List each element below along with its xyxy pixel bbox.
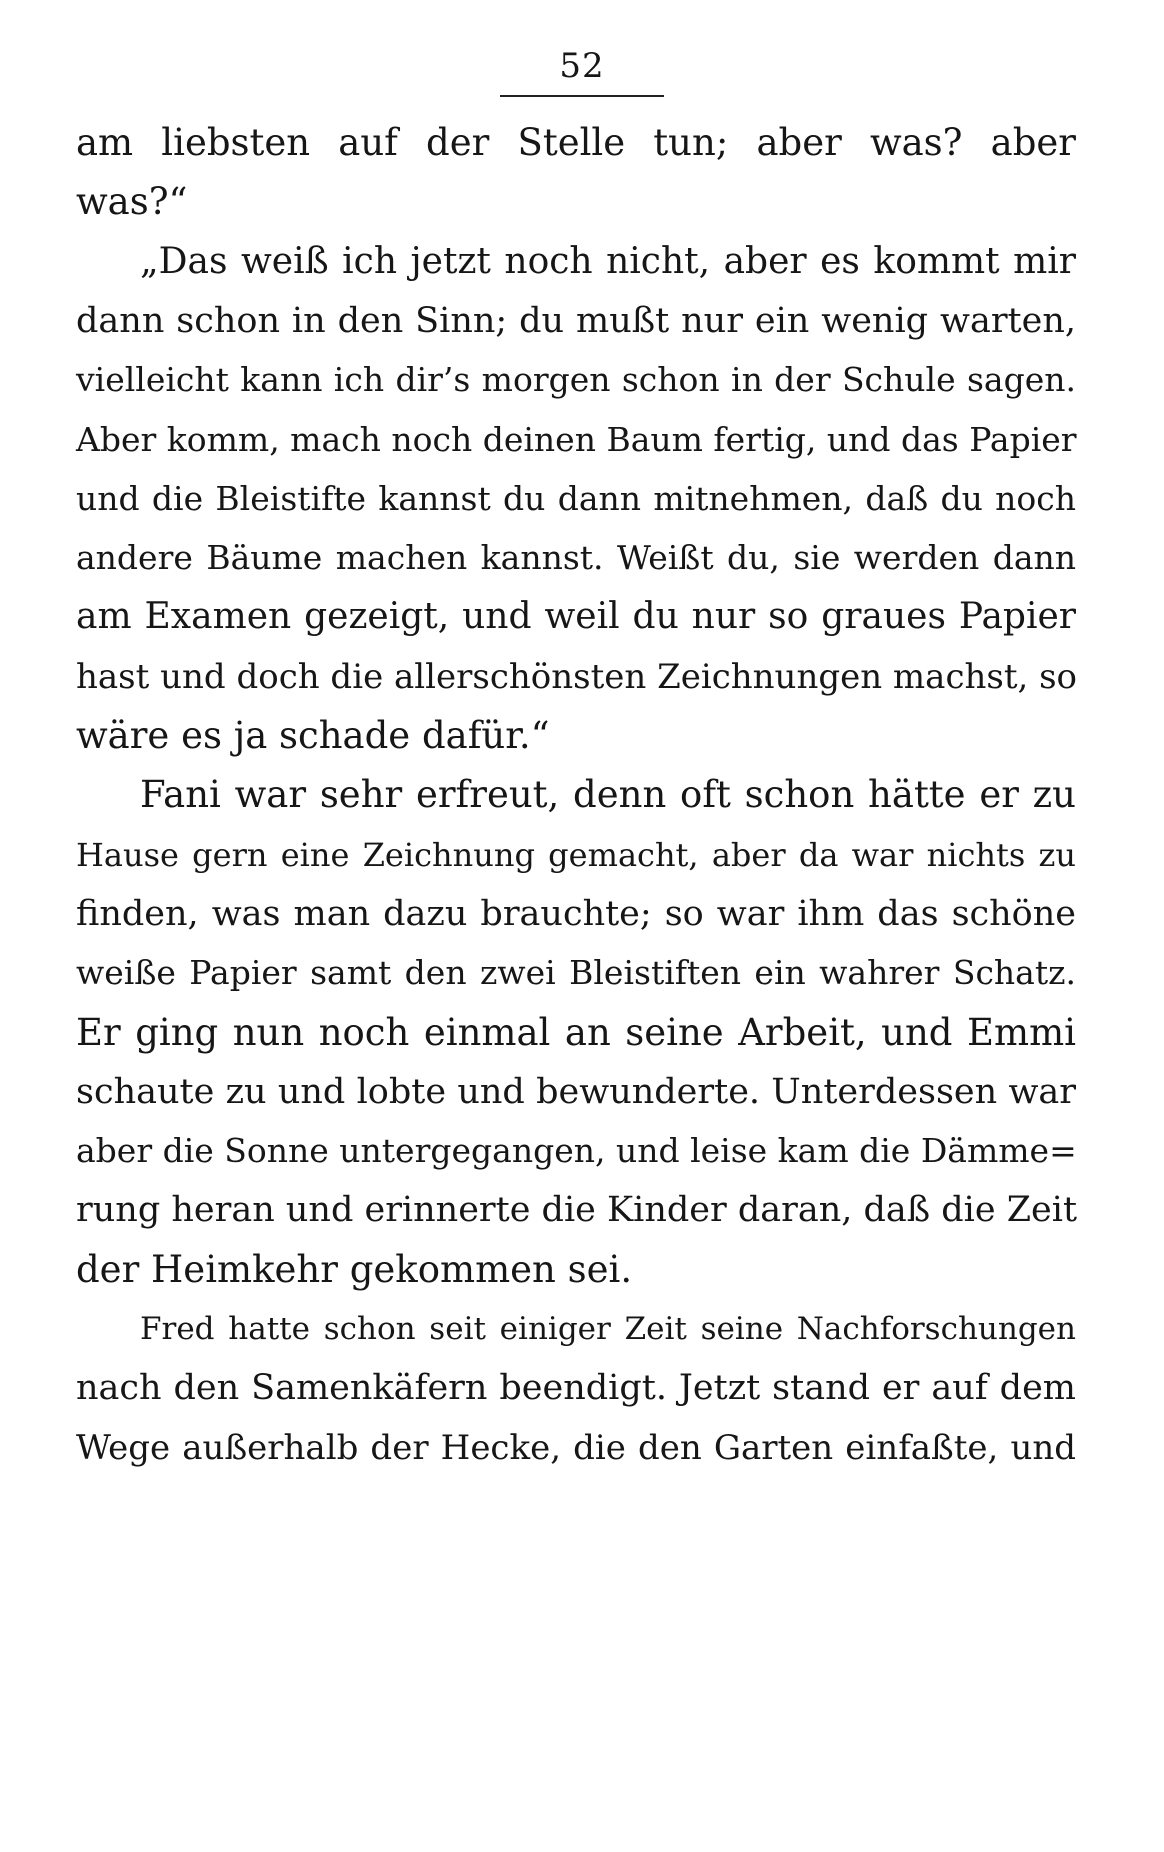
text-line: Fred hatte schon seit einiger Zeit seine Nachforschungen: [140, 1311, 1076, 1347]
text-line: am liebsten auf der Stelle tun; aber was? aber: [76, 121, 1076, 164]
text-line: finden, was man dazu brauchte; so war ihm das schöne: [76, 894, 1076, 934]
text-line: „Das weiß ich jetzt noch nicht, aber es kommt mir: [140, 241, 1076, 282]
text-line: der Heimkehr gekommen sei.: [76, 1248, 633, 1291]
text-line: weiße Papier samt den zwei Bleistiften ein wahrer Schatz.: [76, 953, 1076, 992]
text-line: hast und doch die allerschönsten Zeichnungen machst, so: [76, 657, 1078, 697]
text-line: dann schon in den Sinn; du mußt nur ein wenig warten,: [76, 301, 1076, 341]
text-line: Fani war sehr erfreut, denn oft schon hätte er zu: [140, 773, 1076, 816]
text-line: andere Bäume machen kannst. Weißt du, sie werden dann: [76, 538, 1076, 577]
text-line: nach den Samenkäfern beendigt. Jetzt stand er auf dem: [76, 1368, 1076, 1408]
text-line: aber die Sonne untergegangen, und leise kam die Dämme=: [76, 1131, 1077, 1170]
text-line: Aber komm, mach noch deinen Baum fertig, und das Papier: [76, 420, 1077, 459]
text-line: vielleicht kann ich dir’s morgen schon in der Schule sagen.: [76, 360, 1076, 399]
page-number: 52: [559, 46, 605, 86]
text-line: wäre es ja schade dafür.“: [76, 714, 550, 757]
text-line: was?“: [76, 180, 188, 223]
text-line: und die Bleistifte kannst du dann mitnehmen, daß du noch: [76, 479, 1076, 518]
text-line: Er ging nun noch einmal an seine Arbeit, und Emmi: [76, 1011, 1076, 1054]
text-line: schaute zu und lobte und bewunderte. Unterdessen war: [76, 1072, 1076, 1112]
text-line: Wege außerhalb der Hecke, die den Garten einfaßte, und: [76, 1428, 1076, 1468]
text-line: am Examen gezeigt, und weil du nur so graues Papier: [76, 596, 1076, 637]
text-line: rung heran und erinnerte die Kinder daran, daß die Zeit: [76, 1190, 1078, 1230]
text-line: Hause gern eine Zeichnung gemacht, aber da war nichts zu: [76, 836, 1076, 874]
header-rule: [500, 95, 664, 97]
